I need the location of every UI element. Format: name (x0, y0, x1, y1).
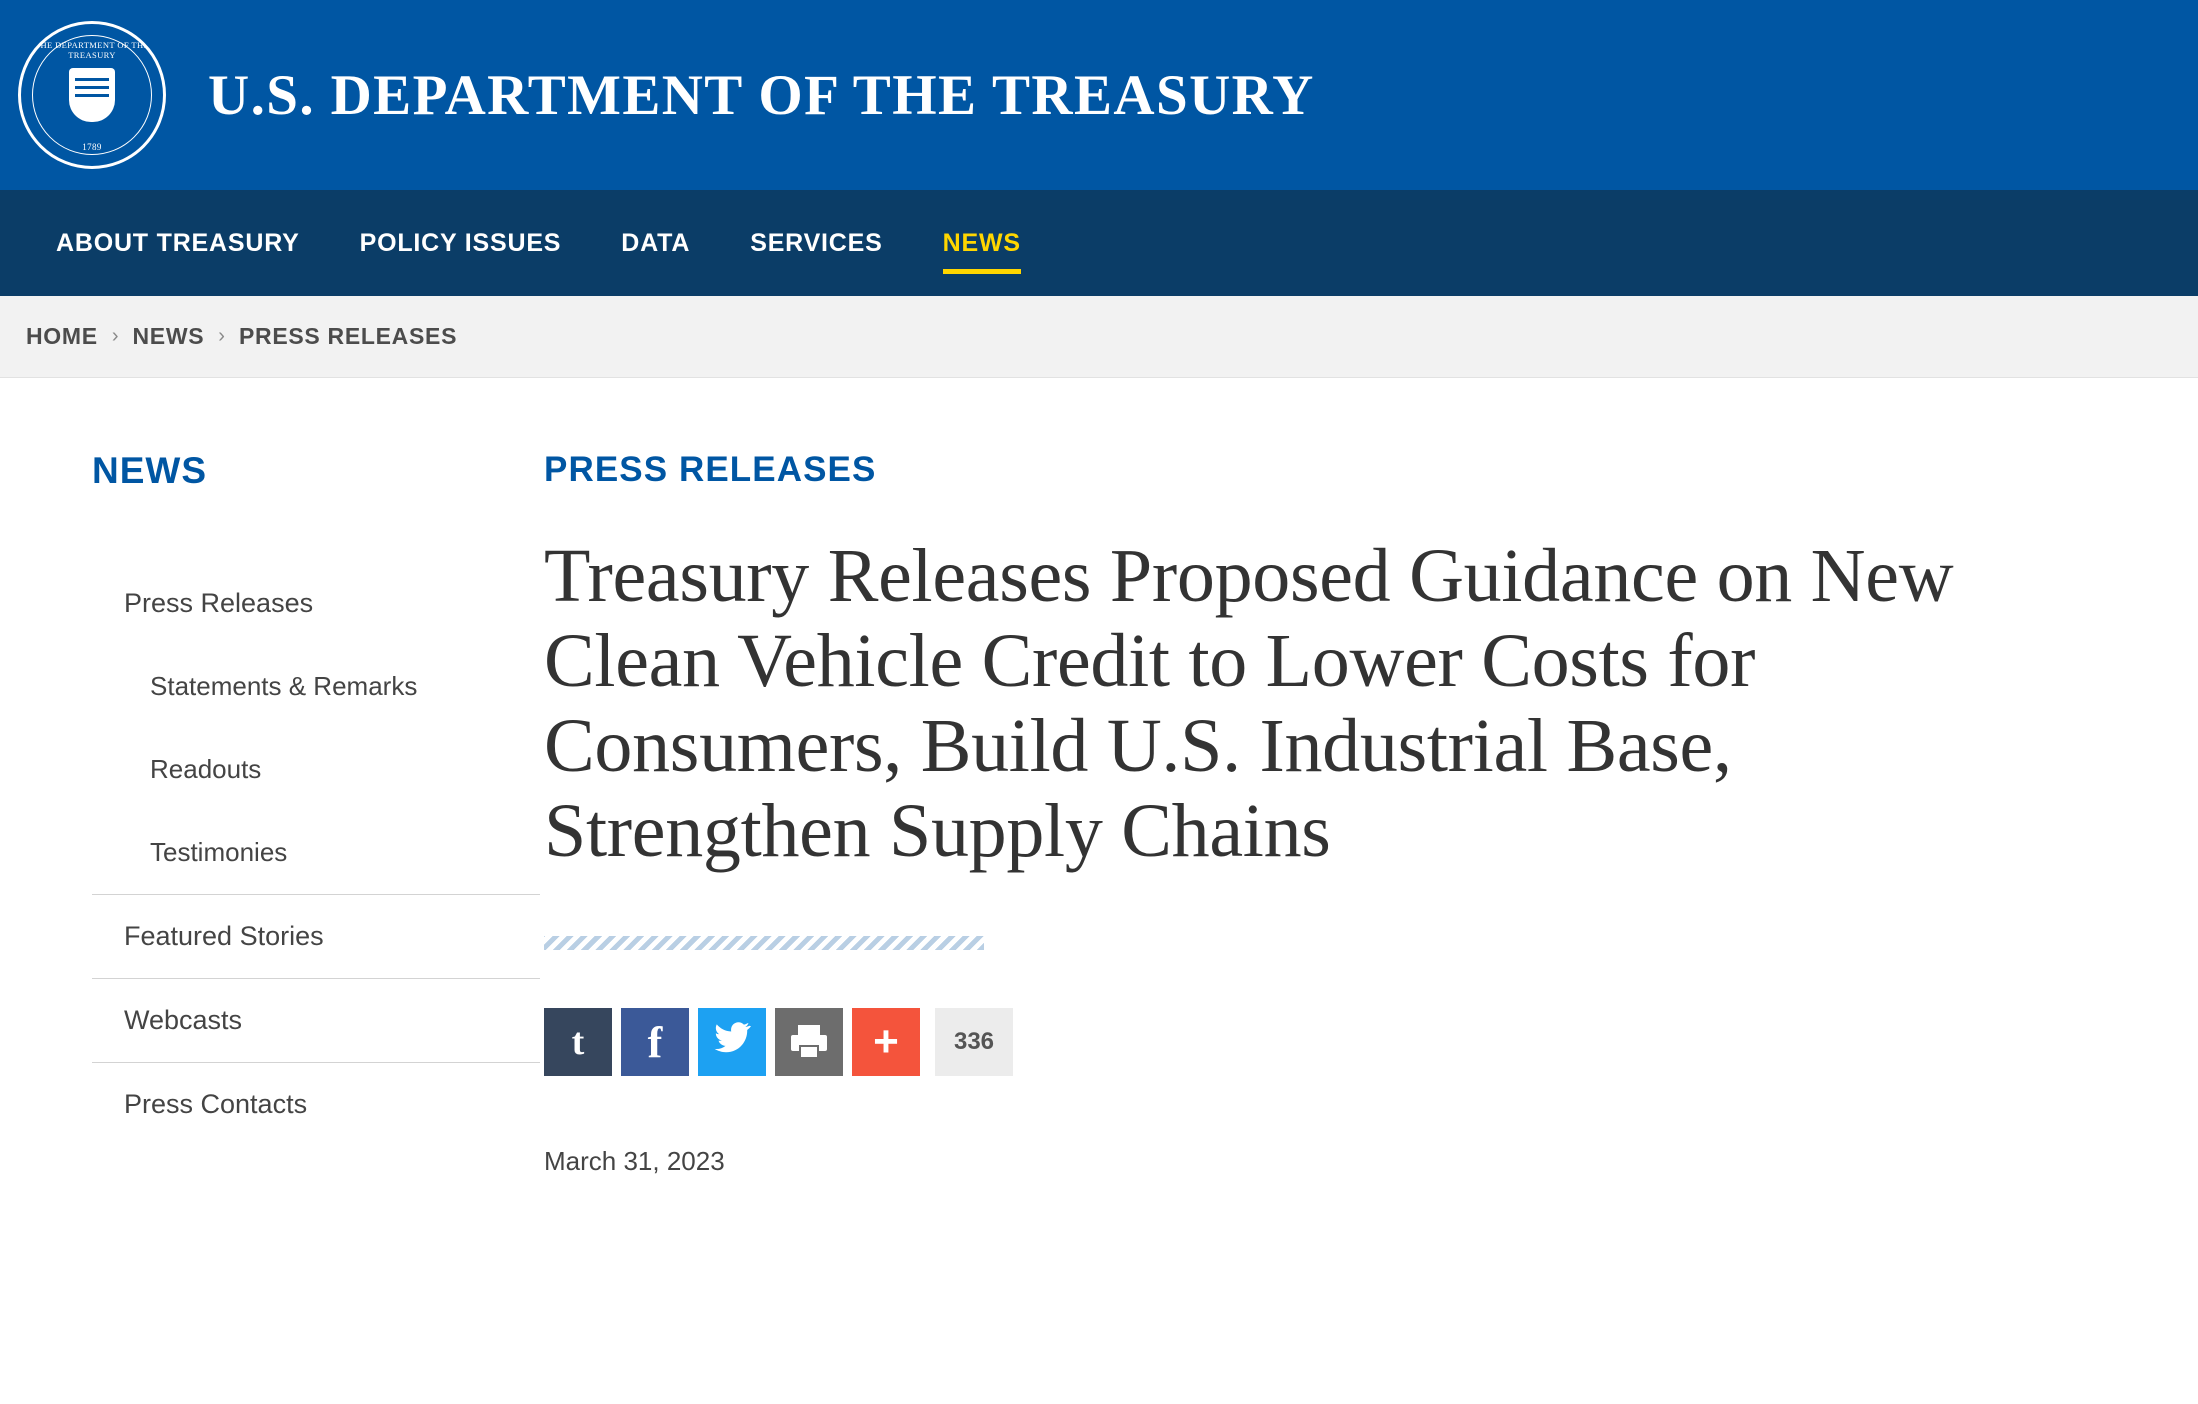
nav-item-news[interactable]: NEWS (913, 190, 1051, 296)
sidebar (0, 450, 540, 1217)
breadcrumb (0, 296, 2198, 378)
nav-item-policy-issues[interactable]: POLICY ISSUES (359, 228, 562, 257)
site-title: U.S. DEPARTMENT OF THE TREASURY (208, 63, 1315, 127)
seal-shield-icon (69, 68, 115, 122)
seal-top-text: THE DEPARTMENT OF THE TREASURY (34, 40, 150, 60)
sidebar-item-featured-stories[interactable]: Featured Stories (92, 894, 540, 978)
breadcrumb-item-news[interactable]: NEWS (132, 323, 205, 349)
sidebar-item-webcasts[interactable]: Webcasts (92, 978, 540, 1062)
sidebar-item-statements-remarks[interactable]: Statements & Remarks (150, 671, 418, 701)
section-eyebrow: PRESS RELEASES (544, 450, 877, 489)
printer-icon (791, 1025, 827, 1059)
breadcrumb-separator-icon: › (111, 325, 119, 347)
breadcrumb-item-press-releases[interactable]: PRESS RELEASES (238, 323, 458, 349)
page-title: Treasury Releases Proposed Guidance on New Clean Vehicle Credit to Lower Costs for Consumers, Build U.S. Industrial Base, Strengthen Supply Chains (544, 534, 1954, 874)
page-content (0, 378, 2198, 1217)
sidebar-item-readouts[interactable]: Readouts (150, 754, 262, 784)
treasury-seal-icon (18, 21, 166, 169)
nav-item-data[interactable]: DATA (621, 228, 691, 257)
seal-year: 1789 (82, 142, 102, 152)
print-button[interactable] (775, 1008, 843, 1076)
facebook-share-button[interactable]: f (621, 1008, 689, 1076)
more-share-options-button[interactable]: + (852, 1008, 920, 1076)
nav-item-about-treasury[interactable]: ABOUT TREASURY (56, 228, 300, 257)
breadcrumb-separator-icon: › (218, 325, 225, 347)
share-buttons (544, 1008, 2118, 1076)
primary-navigation (0, 190, 2198, 296)
site-masthead (0, 0, 2198, 190)
nav-item-services[interactable]: SERVICES (750, 228, 883, 257)
decorative-rule (544, 936, 984, 950)
twitter-bird-icon (713, 1018, 751, 1066)
publish-date: March 31, 2023 (544, 1146, 725, 1177)
sidebar-item-testimonies[interactable]: Testimonies (150, 837, 288, 867)
sidebar-item-press-contacts[interactable]: Press Contacts (92, 1062, 540, 1146)
twitter-share-button[interactable] (698, 1008, 766, 1076)
breadcrumb-item-home[interactable]: HOME (26, 323, 98, 349)
tumblr-share-button[interactable]: t (544, 1008, 612, 1076)
sidebar-heading: NEWS (92, 450, 207, 491)
sidebar-nav-list (92, 562, 540, 1146)
share-count-badge: 336 (935, 1008, 1013, 1076)
sidebar-item-press-releases[interactable]: Press Releases (124, 588, 314, 618)
main-article (540, 450, 2198, 1217)
